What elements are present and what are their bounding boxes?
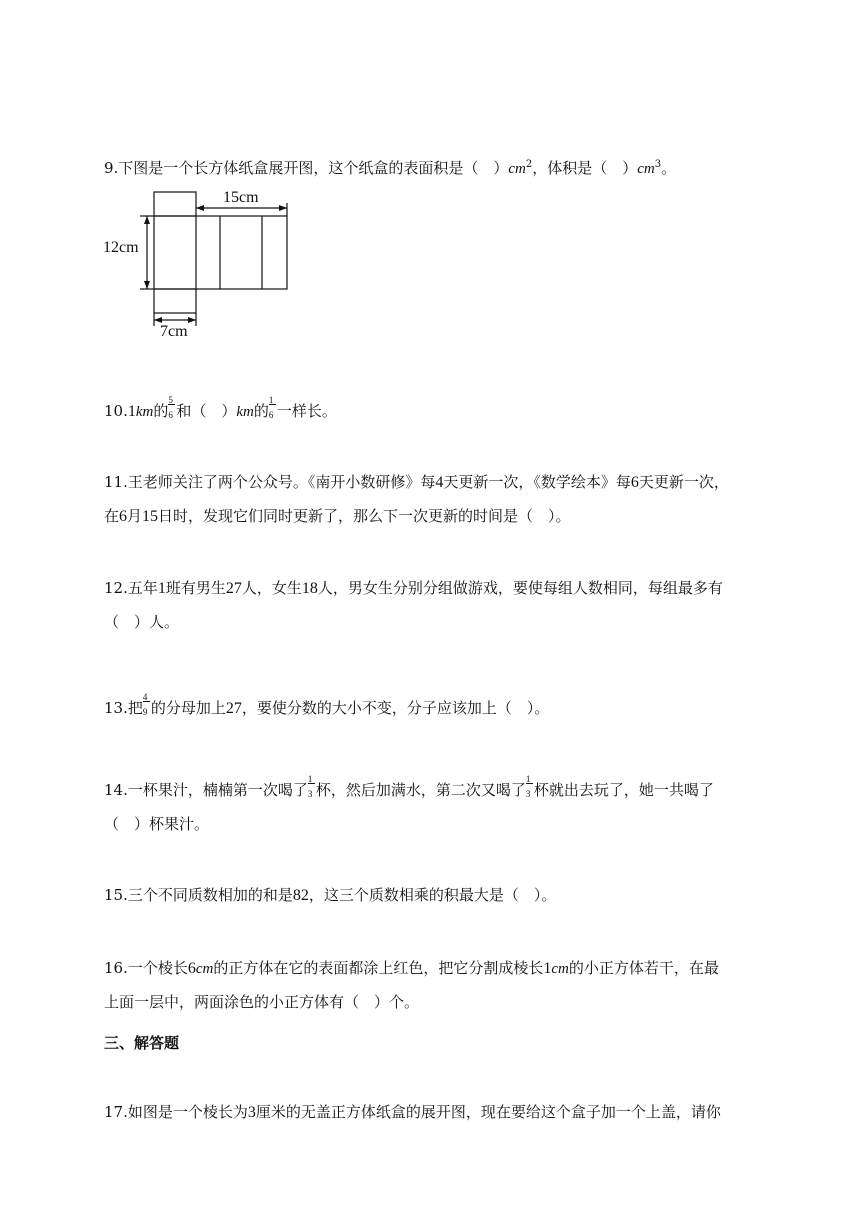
fraction-1-6: $\frac{1}{6}$ [269, 404, 277, 418]
label-7cm: 7cm [160, 323, 188, 340]
question-12-line-1: 12.五年1班有男生27人，女生18人，男女生分别分组做游戏，要使每组人数相同，每组最多有 [104, 579, 723, 597]
net-bottom-face [154, 289, 196, 313]
question-10: 10.1km的 $\frac{5}{6}$ 和（ ）km的 $\frac{1}{6}$ 一样长。 [104, 395, 337, 420]
question-9: 9.下图是一个长方体纸盒展开图，这个纸盒的表面积是（ ）$cm^2$，体积是（ ）$cm^3$。 [104, 159, 677, 177]
question-13: 13.把 $\frac{4}{9}$ 的分母加上27，要使分数的大小不变，分子应该加上（ ）。 [104, 692, 550, 717]
question-11-line-1: 11.王老师关注了两个公众号。《南开小数研修》每4天更新一次，《数学绘本》每6天更新一次， [104, 473, 729, 491]
net-top-face [154, 192, 196, 216]
fraction-1-3-second: $\frac{1}{3}$ [526, 783, 534, 797]
question-16-line-1: 16.一个棱长6cm的正方体在它的表面都涂上红色，把它分割成棱长1cm的小正方体若干，在最 [104, 959, 719, 977]
fraction-4-9: $\frac{4}{9}$ [143, 701, 151, 715]
fraction-5-6: $\frac{5}{6}$ [168, 404, 176, 418]
net-middle-strip [154, 216, 287, 289]
question-14-line-2: （ ）杯果汁。 [104, 815, 210, 833]
question-11-line-2: 在6月15日时，发现它们同时更新了，那么下一次更新的时间是（ ）。 [104, 507, 571, 525]
question-14-line-1: 14.一杯果汁，楠楠第一次喝了 $\frac{1}{3}$ 杯，然后加满水，第二次又喝了 $\frac{1}{3}$ 杯就出去玩了，她一共喝了 [104, 774, 714, 799]
label-12cm: 12cm [103, 239, 139, 256]
question-15: 15.三个不同质数相加的和是82，这三个质数相乘的积最大是（ ）。 [104, 886, 557, 904]
section-heading: 三、解答题 [104, 1034, 180, 1052]
question-16-line-2: 上面一层中，两面涂色的小正方体有（ ）个。 [104, 993, 420, 1011]
fraction-1-3-first: $\frac{1}{3}$ [308, 783, 316, 797]
label-15cm: 15cm [223, 189, 259, 206]
question-17: 17.如图是一个棱长为3厘米的无盖正方体纸盒的展开图，现在要给这个盒子加一个上盖，请你 [104, 1103, 721, 1121]
question-12-line-2: （ ）人。 [104, 613, 180, 631]
